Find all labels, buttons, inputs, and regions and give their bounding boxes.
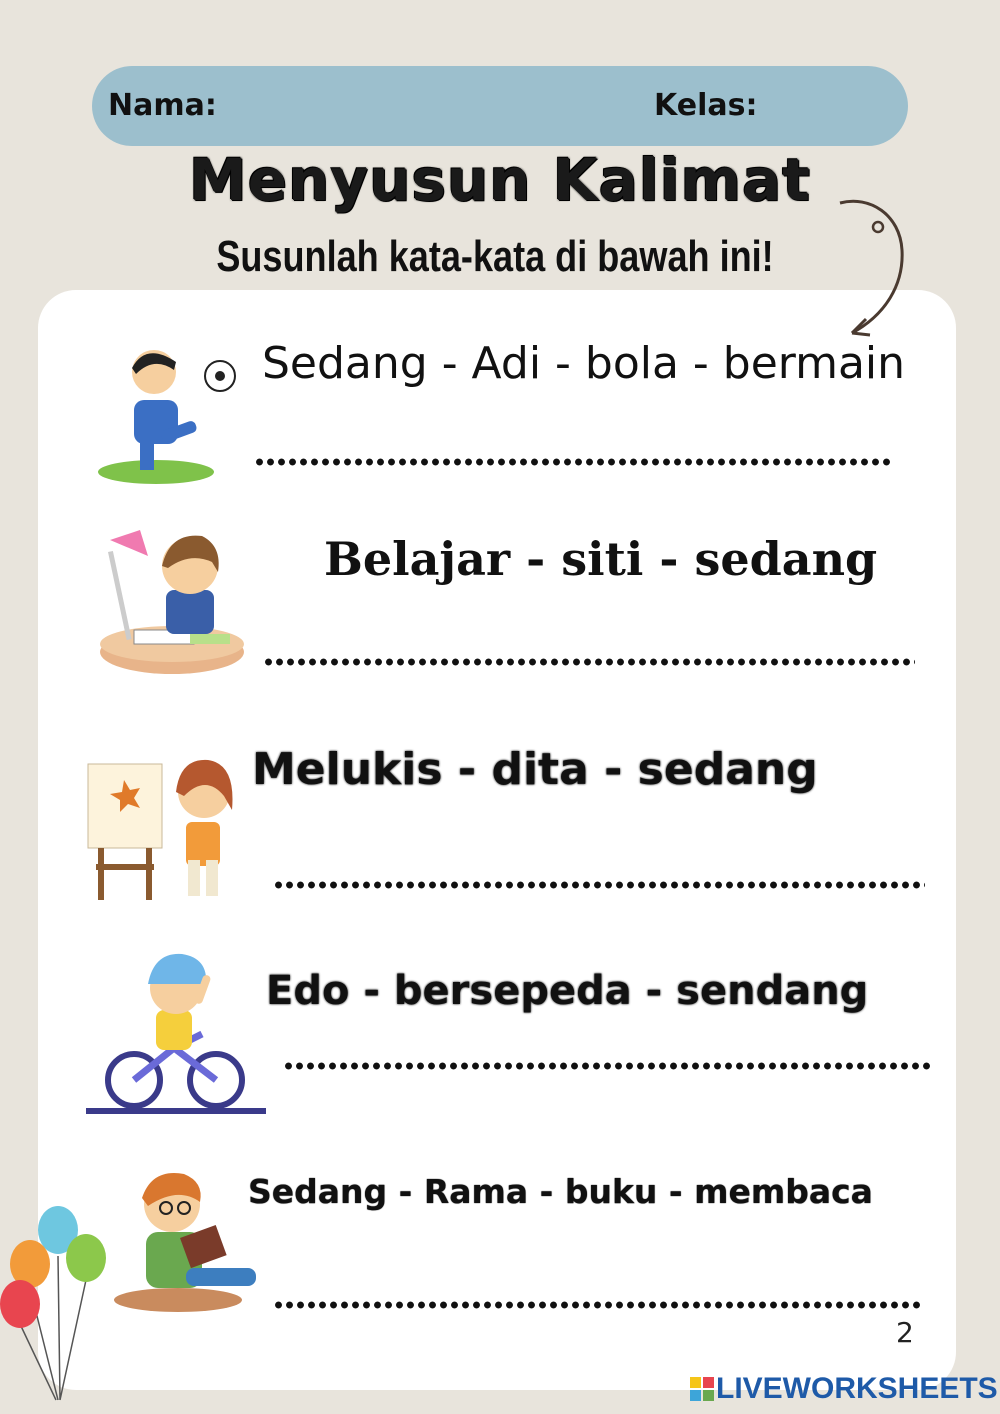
name-label: Nama:: [108, 88, 217, 123]
answer-line-2[interactable]: [263, 657, 915, 667]
boy-reading-icon: [108, 1168, 268, 1318]
word-prompt-3: Melukis - dita - sedang: [252, 744, 818, 795]
word-prompt-1: Sedang - Adi - bola - bermain: [262, 338, 906, 389]
instruction-text: Susunlah kata-kata di bawah ini!: [216, 232, 774, 281]
word-prompt-4: Edo - bersepeda - sendang: [266, 968, 869, 1014]
girl-painting-icon: [84, 740, 254, 910]
answer-line-1[interactable]: [254, 457, 890, 467]
liveworksheets-grid-icon: [690, 1377, 714, 1401]
answer-line-5[interactable]: [273, 1300, 923, 1310]
word-prompt-2: Belajar - siti - sedang: [324, 532, 878, 586]
girl-studying-icon: [90, 522, 250, 682]
worksheet-title: Menyusun Kalimat: [189, 146, 811, 214]
boy-cycling-icon: [84, 948, 268, 1120]
liveworksheets-logo: [690, 1372, 998, 1406]
answer-line-3[interactable]: [273, 880, 925, 890]
curved-arrow-icon: [830, 195, 920, 345]
answer-line-4[interactable]: [283, 1061, 933, 1071]
word-prompt-5: Sedang - Rama - buku - membaca: [248, 1172, 873, 1211]
page-number: 2: [896, 1316, 914, 1349]
boy-playing-football-icon: [96, 340, 246, 490]
class-label: Kelas:: [654, 88, 758, 123]
balloons-icon: [0, 1200, 112, 1410]
brand-name: LIVEWORKSHEETS: [716, 1372, 998, 1405]
